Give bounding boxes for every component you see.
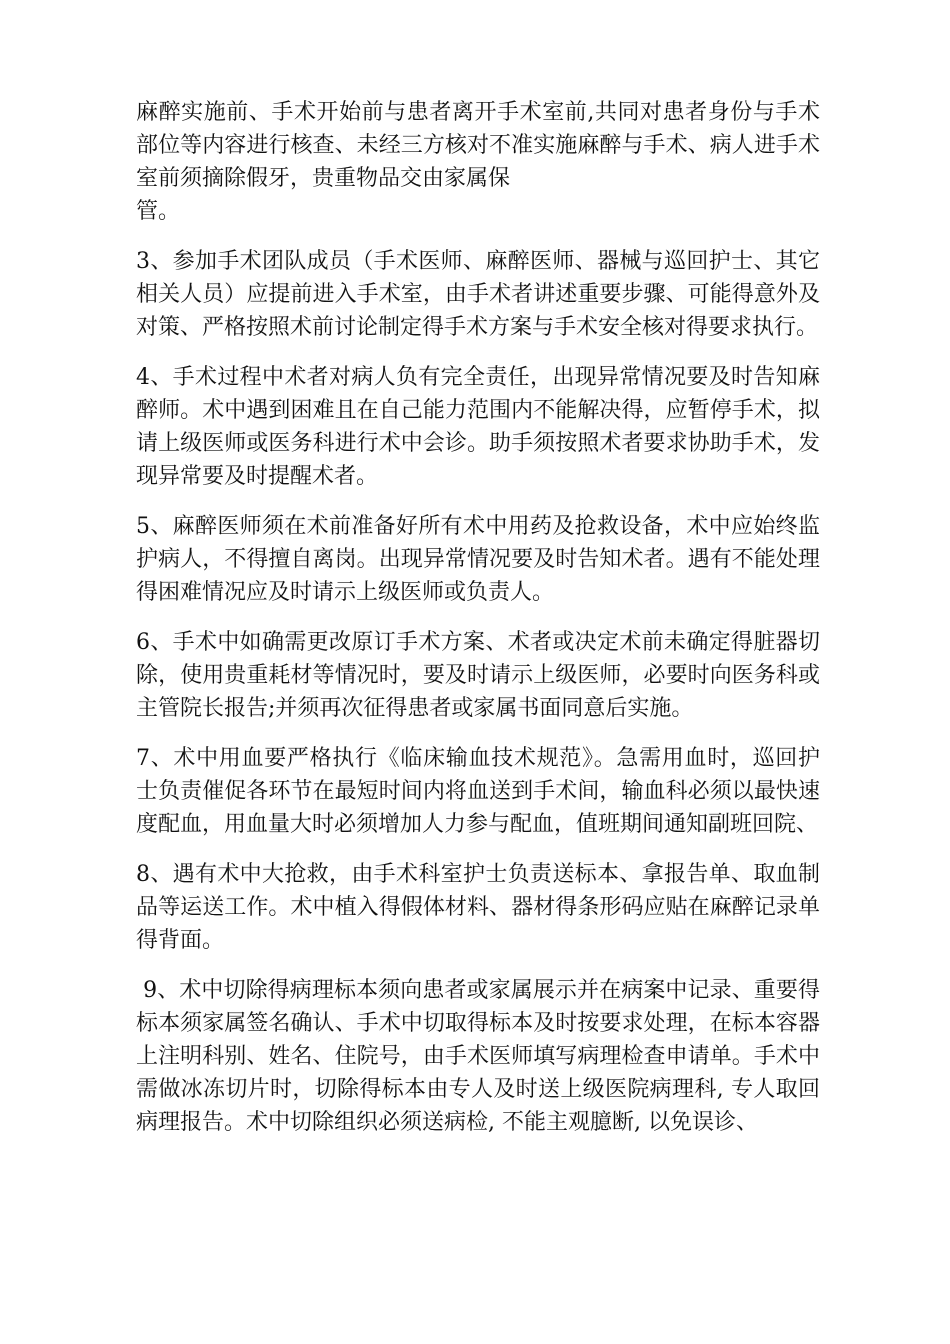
paragraph-4-surgeon-responsibility: 4、手术过程中术者对病人负有完全责任，出现异常情况要及时告知麻醉师。术中遇到困难且在自己能力范围内不能解决得，应暂停手术，拟请上级医师或医务科进行术中会诊。助手须按照术者要求协助手术，发现异常要及时提醒术者。 [136,365,820,489]
paragraph-3-team-members: 3、参加手术团队成员（手术医师、麻醉医师、器械与巡回护士、其它相关人员）应提前进入手术室，由手术者讲述重要步骤、可能得意外及对策、严格按照术前讨论制定得手术方案与手术安全核对得要求执行。 [136,249,820,340]
paragraph-5-anesthesiologist: 5、麻醉医师须在术前准备好所有术中用药及抢救设备，术中应始终监护病人，不得擅自离岗。出现异常情况要及时告知术者。遇有不能处理得困难情况应及时请示上级医师或负责人。 [136,514,820,605]
paragraph-9-pathology-specimen: 9、术中切除得病理标本须向患者或家属展示并在病案中记录、重要得标本须家属签名确认、手术中切取得标本及时按要求处理，在标本容器上注明科别、姓名、住院号，由手术医师填写病理检查申请单。手术中需做冰冻切片时，切除得标本由专人及时送上级医院病理科, 专人取回病理报告。术中切除组织必须送病检, 不能主观臆断, 以免误诊、 [136,978,820,1135]
paragraph-6-plan-change: 6、手术中如确需更改原订手术方案、术者或决定术前未确定得脏器切除，使用贵重耗材等情况时，要及时请示上级医师，必要时向医务科或主管院长报告;并须再次征得患者或家属书面同意后实施。 [136,630,820,721]
paragraph-anesthesia-verification: 麻醉实施前、手术开始前与患者离开手术室前,共同对患者身份与手术部位等内容进行核查、未经三方核对不准实施麻醉与手术、病人进手术室前须摘除假牙，贵重物品交由家属保 管。 [136,100,820,224]
paragraph-7-blood-use: 7、术中用血要严格执行《临床输血技术规范》。急需用血时，巡回护士负责催促各环节在最短时间内将血送到手术间，输血科必须以最快速度配血，用血量大时必须增加人力参与配血，值班期间通知副班回院、 [136,746,820,837]
document-body [136,96,820,1156]
paragraph-8-emergency-rescue: 8、遇有术中大抢救，由手术科室护士负责送标本、拿报告单、取血制品等运送工作。术中植入得假体材料、器材得条形码应贴在麻醉记录单得背面。 [136,862,820,953]
